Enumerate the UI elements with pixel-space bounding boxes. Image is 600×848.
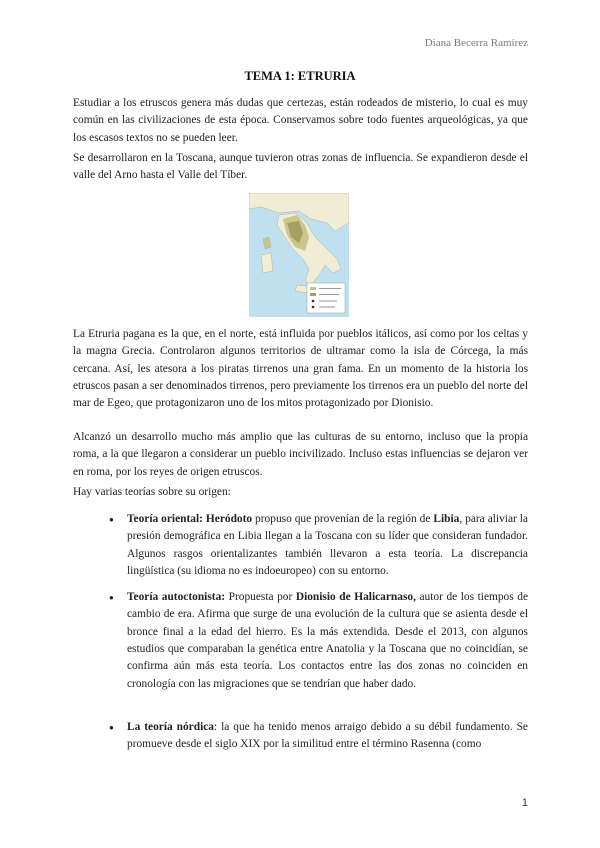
- list-item-teoria-autoctonista: [127, 589, 528, 693]
- map-of-italy-icon: [249, 193, 349, 317]
- bullet-text: : la que ha tenido menos arraigo debido a su débil fundamento. Se promueve desde el siglo XIX por la similitud entre el término Rasenna (como: [127, 721, 528, 751]
- bullet-lead: Teoría autoctonista:: [127, 591, 226, 603]
- bullet-emphasis: Libia: [433, 513, 460, 525]
- list-item-teoria-nordica: [127, 719, 528, 754]
- paragraph-desarrollo: Alcanzó un desarrollo mucho más amplio que las culturas de su entorno, incluso que la propia roma, a la que llegaron a considerar un pueblo incivilizado. Incluso estas influencias se dejaron ver en roma, por los reyes de origen etruscos.: [73, 431, 528, 478]
- paragraph-location: Se desarrollaron en la Toscana, aunque tuvieron otras zonas de influencia. Se expandieron desde el valle del Arno hasta el Valle del Tíber.: [73, 152, 528, 182]
- bullet-text: propuso que provenían de la región de: [252, 513, 434, 525]
- header-author: Diana Becerra Ramírez: [424, 37, 528, 49]
- bullet-text: autor de los tiempos de cambio de era. Afirma que surge de una evolución de la cultura que se asienta desde el bronce final a la edad del hierro. Es la más extendida. Desde el 2013, con algunos estudios que comparaban la genética entre Anatolia y la Toscana que no coincidían, se confirma aún más esta teoría. Los contactos entre las dos zonas no coinciden en cronología con las migraciones que se tendrían que haber dado.: [127, 591, 528, 690]
- page-title: TEMA 1: ETRURIA: [244, 69, 356, 83]
- paragraph-intro: Estudiar a los etruscos genera más dudas que certezas, están rodeados de misterio, lo cual es muy común en las civilizaciones de esta época. Conservamos sobre todo fuentes arqueológicas, ya que los escasos textos no se pueden leer.: [73, 97, 528, 144]
- bullet-lead: Teoría oriental: Heródoto: [127, 513, 253, 525]
- paragraph-teorias: Hay varias teorías sobre su origen:: [73, 486, 231, 498]
- list-item-teoria-oriental: [127, 511, 528, 580]
- bullet-text: Propuesta por: [225, 591, 296, 603]
- bullet-emphasis: Dionisio de Halicarnaso,: [295, 591, 416, 603]
- paragraph-etruria-pagana: La Etruria pagana es la que, en el norte, está influida por pueblos itálicos, así como por los celtas y la magna Grecia. Controlaron algunos territorios de ultramar como la isla de Córcega, la más cercana. Así, les atesora a los piratas tirrenos una gran fama. En un momento de la historia los etruscos pasan a ser denominados tirrenos, pero previamente los tirrenos era un pueblo del norte del mar de Egeo, que protagonizaron uno de los mitos protagonizado por Dionisio.: [73, 328, 528, 410]
- bullet-lead: La teoría nórdica: [127, 721, 214, 733]
- page-number: 1: [521, 797, 528, 809]
- bullet-text: , para aliviar la presión demográfica en Libia llegan a la Toscana con su líder que consideran fundador. Algunos rasgos orientalizantes también llevaron a esta teoría. La discrepancia lingüística (su idioma no es indoeuropeo) con su entorno.: [127, 513, 528, 577]
